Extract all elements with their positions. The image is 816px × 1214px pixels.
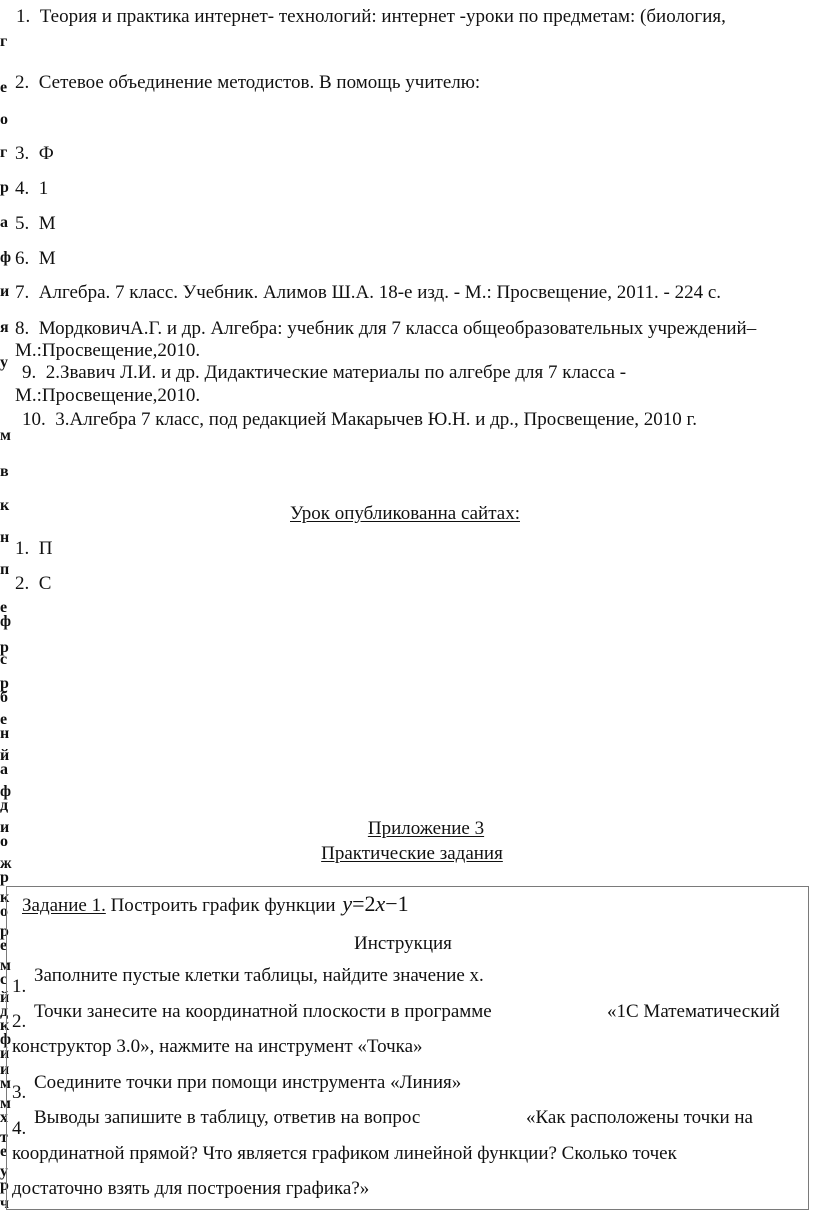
gutter-glyph: р [0,1177,6,1194]
gutter-glyph: ф [0,1031,9,1048]
gutter-glyph: г [0,33,5,50]
reference-text: М [38,248,56,269]
task-text: Построить график функции [105,895,341,916]
gutter-glyph: с [0,651,5,668]
gutter-glyph: ж [0,855,9,872]
task-formula [342,891,409,916]
reference-item [15,178,48,200]
reference-text: Сетевое объединение методистов. В помощь учителю: [38,72,481,93]
gutter-glyph: п [0,561,7,578]
gutter-glyph: у [0,354,5,371]
gutter-glyph: м [0,957,8,974]
gutter-glyph: к [0,497,7,514]
gutter-glyph: о [0,833,5,850]
step-number: 2. [12,1011,27,1032]
reference-text: 3.Алгебра 7 класс, под редакцией Макарычев Ю.Н. и др., Просвещение, 2010 г. [55,409,697,430]
reference-text: Алгебра. 7 класс. Учебник. Алимов Ш.А. 18-е изд. - М.: Просвещение, 2011. - 224 с. [38,282,722,303]
reference-number: 9. [22,362,37,383]
gutter-glyph: т [0,1129,5,1146]
reference-number: 7. [15,282,30,303]
step-number: 3. [12,1082,27,1103]
gutter-glyph: ф [0,249,9,266]
gutter-glyph: а [0,214,5,231]
published-number: 1. [15,538,30,559]
published-heading: Урок опубликованна сайтах: [290,503,520,524]
gutter-glyph: х [0,1109,5,1126]
gutter-glyph: о [0,111,5,128]
gutter-glyph: м [0,1095,8,1112]
gutter-glyph: а [0,761,5,778]
gutter-glyph: е [0,711,5,728]
formula-eq: =2 [352,891,376,916]
step-text-right: «1С Математический [607,1001,780,1022]
reference-continuation: М.:Просвещение,2010. [15,340,201,361]
gutter-glyph: р [0,923,6,940]
formula-x: x [375,891,386,916]
reference-number: 2. [15,72,30,93]
published-item [15,538,52,560]
step-text: Соедините точки при помощи инструмента «Линия» [34,1072,462,1093]
published-site: П [38,538,53,559]
gutter-glyph: ф [0,613,9,630]
gutter-glyph: и [0,283,7,300]
step-continuation: координатной прямой? Что является графиком линейной функции? Сколько точек [12,1143,677,1164]
gutter-glyph: р [0,869,6,886]
gutter-glyph: н [0,529,7,546]
gutter-glyph: й [0,747,7,764]
gutter-glyph: в [0,463,6,480]
appendix-title: Приложение 3 [367,818,485,839]
reference-text: М [38,213,56,234]
gutter-glyph: г [0,144,5,161]
step-text: Точки занесите на координатной плоскости в программе [34,1001,492,1022]
reference-item [22,362,626,384]
task-label: Задание 1. [22,895,106,916]
gutter-glyph: р [0,675,6,692]
gutter-glyph: е [0,937,5,954]
step-text: Заполните пустые клетки таблицы, найдите значение x. [34,965,484,986]
reference-number: 3. [15,143,30,164]
gutter-glyph: н [0,725,7,742]
reference-item [15,248,56,270]
gutter-glyph: и [0,1061,7,1078]
published-item [15,573,51,595]
gutter-glyph: и [0,819,7,836]
reference-text: Теория и практика интернет- технологий: интернет -уроки по предметам: (биология, [39,6,726,27]
gutter-glyph: р [0,639,6,656]
gutter-glyph: б [0,689,5,706]
gutter-glyph: е [0,1143,5,1160]
step-number: 1. [12,976,27,997]
published-number: 2. [15,573,30,594]
gutter-glyph: р [0,179,6,196]
gutter-glyph: к [0,889,7,906]
reference-item [15,72,480,94]
reference-number: 10. [22,409,46,430]
gutter-glyph: ч [0,1195,7,1212]
reference-number: 6. [15,248,30,269]
reference-number: 5. [15,213,30,234]
reference-continuation: М.:Просвещение,2010. [15,385,201,406]
step-text-right: «Как расположены точки на [526,1107,753,1128]
appendix-subtitle: Практические задания [321,843,503,864]
step-continuation: конструктор 3.0», нажмите на инструмент «Точка» [12,1036,423,1057]
gutter-glyph: к [0,1017,7,1034]
reference-number: 8. [15,318,30,339]
gutter-glyph: я [0,319,6,336]
gutter-glyph: и [0,1045,7,1062]
reference-number: 4. [15,178,30,199]
reference-text: МордковичА.Г. и др. Алгебра: учебник для 7 класса общеобразовательных учреждений– [38,318,757,339]
gutter-glyph: о [0,903,5,920]
task-heading [22,893,409,917]
reference-item [15,213,56,235]
formula-y: y [342,891,353,916]
step-text: Выводы запишите в таблицу, ответив на вопрос [34,1107,421,1128]
formula-rest: −1 [385,891,409,916]
reference-number: 1. [16,6,31,27]
gutter-glyph: е [0,599,5,616]
gutter-glyph: с [0,971,5,988]
reference-item [15,143,54,165]
reference-text: 2.Звавич Л.И. и др. Дидактические материалы по алгебре для 7 класса - [45,362,627,383]
instruction-heading: Инструкция [354,933,452,954]
gutter-glyph: у [0,1163,5,1180]
reference-text: Ф [38,143,54,164]
gutter-glyph: м [0,1075,8,1092]
reference-text: 1 [38,178,49,199]
gutter-glyph: м [0,427,8,444]
published-site: С [38,573,52,594]
gutter-glyph: й [0,989,7,1006]
step-number: 4. [12,1118,27,1139]
reference-item [15,282,721,304]
gutter-glyph: д [0,1003,6,1020]
reference-item [15,318,756,340]
gutter-glyph: ф [0,783,9,800]
reference-item [22,409,697,431]
reference-item [16,6,726,28]
gutter-glyph: е [0,79,5,96]
step-continuation: достаточно взять для построения графика?» [12,1178,370,1199]
gutter-glyph: д [0,797,6,814]
